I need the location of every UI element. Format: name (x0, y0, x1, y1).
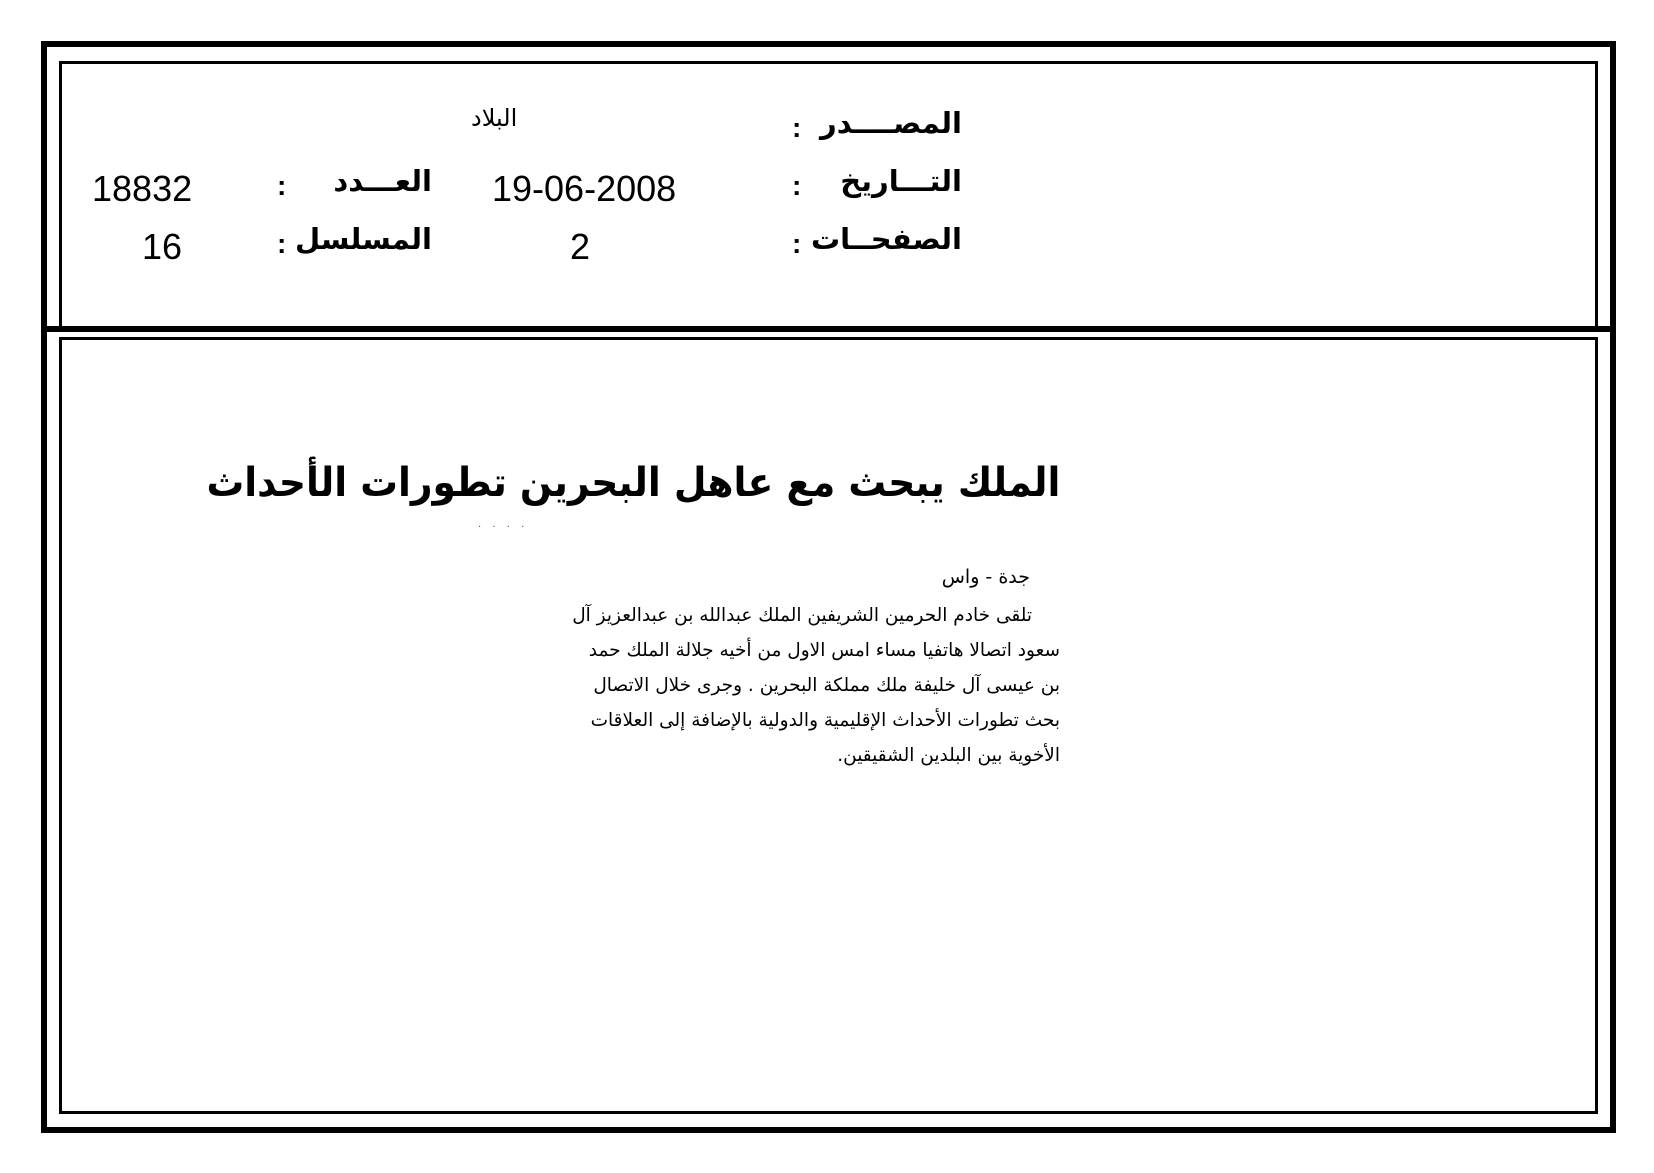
source-value: البلاد (471, 104, 518, 132)
issue-label: العـــدد (333, 164, 432, 198)
header-box (59, 61, 1598, 330)
article-line: سعود اتصالا هاتفيا مساء امس الاول من أخيه جلالة الملك حمد (588, 640, 1060, 661)
article-headline: الملك يبحث مع عاهل البحرين تطورات الأحداث (206, 460, 1060, 506)
article-body (470, 598, 1060, 773)
source-label: المصــــدر (820, 106, 962, 140)
divider (47, 326, 1610, 332)
scan-noise: · · · · (478, 522, 529, 533)
date-value: 19-06-2008 (492, 168, 677, 209)
serial-value: 16 (142, 226, 183, 267)
pages-label: الصفحــات (810, 222, 962, 256)
date-colon: : (792, 170, 802, 201)
article-line: تلقى خادم الحرمين الشريفين الملك عبدالله بن عبدالعزيز آل (572, 605, 1032, 626)
article-line: بن عيسى آل خليفة ملك مملكة البحرين . وجرى خلال الاتصال (593, 675, 1060, 696)
article-clipping (206, 460, 1060, 790)
date-label: التـــاريخ (840, 164, 962, 198)
article-dateline: جدة - واس (941, 566, 1030, 588)
serial-colon: : (277, 228, 287, 259)
serial-label: المسلسل (294, 222, 432, 256)
source-colon: : (792, 112, 802, 143)
article-line: الأخوية بين البلدين الشقيقين. (837, 745, 1060, 766)
pages-colon: : (792, 228, 802, 259)
issue-colon: : (277, 170, 287, 201)
pages-value: 2 (570, 226, 591, 267)
article-line: بحث تطورات الأحداث الإقليمية والدولية بالإضافة إلى العلاقات (590, 710, 1060, 731)
issue-value: 18832 (92, 168, 193, 209)
